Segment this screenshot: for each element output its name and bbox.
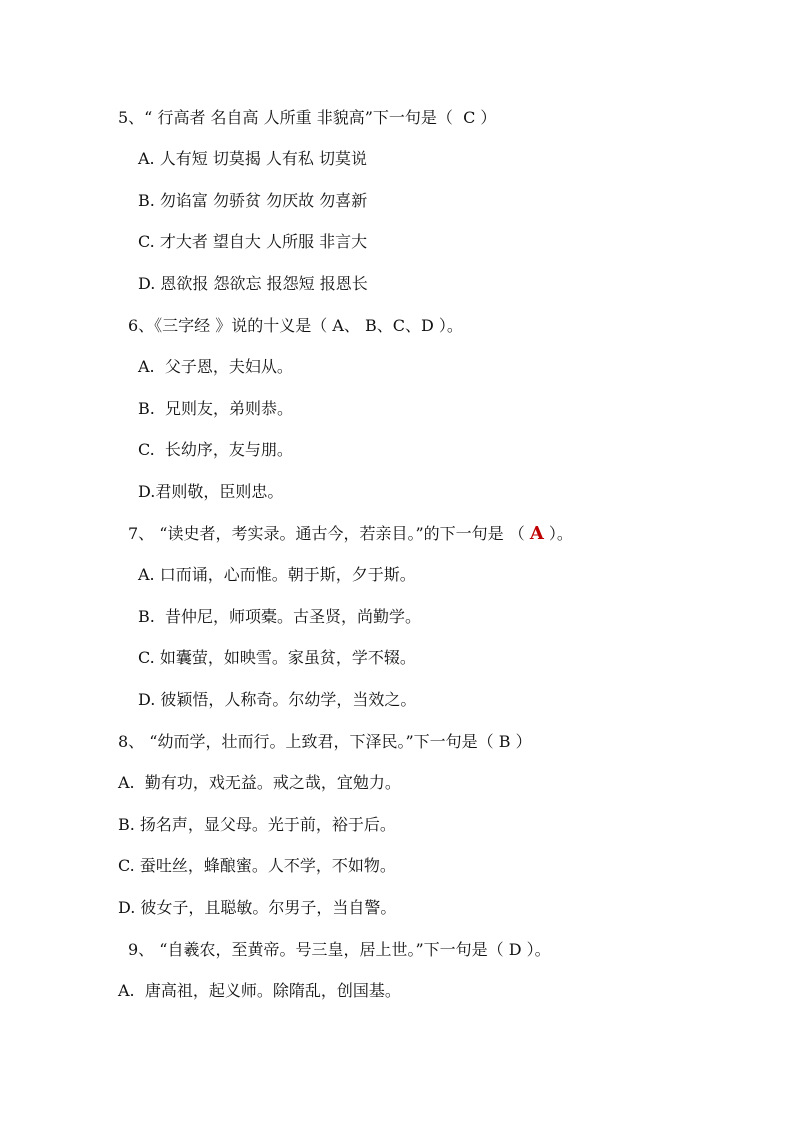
question-9-text: 9、 “自羲农，至黄帝。号三皇，居上世。”下一句是（ xyxy=(128,940,509,959)
question-5-stem xyxy=(118,108,496,128)
question-8-answer: B xyxy=(498,732,511,751)
question-9-answer: D xyxy=(508,940,522,959)
question-6-option-a: A. 父子恩，夫妇从。 xyxy=(138,357,293,376)
question-7-option-c: C. 如囊萤，如映雪。家虽贫，学不辍。 xyxy=(138,648,416,667)
question-8-text-end: ） xyxy=(510,732,532,751)
question-9-stem xyxy=(128,940,551,960)
question-9-text-end: ）。 xyxy=(521,940,551,959)
question-6-option-b: B. 兄则友，弟则恭。 xyxy=(138,399,294,418)
question-6-text: 6、《三字经 》说的十义是（ xyxy=(128,316,333,335)
question-8-option-b: B. 扬名声，显父母。光于前，裕于后。 xyxy=(118,815,396,834)
question-7-option-a: A. 口而诵，心而惟。朝于斯，夕于斯。 xyxy=(138,565,416,584)
question-5-option-a: A. 人有短 切莫揭 人有私 切莫说 xyxy=(138,149,367,168)
question-5-option-c: C. 才大者 望自大 人所服 非言大 xyxy=(138,232,368,251)
question-6-stem xyxy=(128,316,463,336)
question-7-text: 7、 “读史者，考实录。通古今，若亲目。”的下一句是 （ xyxy=(128,524,530,543)
question-5-option-b: B. 勿谄富 勿骄贫 勿厌故 勿喜新 xyxy=(138,191,368,210)
question-6-option-d: D.君则敬，臣则忠。 xyxy=(138,482,284,501)
question-7-option-b: B. 昔仲尼，师项橐。古圣贤，尚勤学。 xyxy=(138,607,422,626)
question-5-text-end: ） xyxy=(475,108,497,127)
question-8-text: 8、 “幼而学，壮而行。上致君，下泽民。”下一句是（ xyxy=(118,732,499,751)
question-7-option-d: D. 彼颖悟，人称奇。尔幼学，当效之。 xyxy=(138,690,417,709)
question-5-text: 5、“ 行高者 名自高 人所重 非貌高”下一句是（ xyxy=(118,108,464,127)
question-8-option-c: C. 蚕吐丝，蜂酿蜜。人不学，不如物。 xyxy=(118,856,396,875)
question-6-text-end: ）。 xyxy=(433,316,463,335)
question-8-stem xyxy=(118,732,532,752)
question-6-option-c: C. 长幼序，友与朋。 xyxy=(138,440,293,459)
question-7-answer-highlight: A xyxy=(529,523,544,544)
question-5-answer: C xyxy=(463,108,476,127)
question-7-text-end: ）。 xyxy=(543,524,573,543)
question-6-answer: A、 B、C、D xyxy=(332,316,434,335)
question-7-stem xyxy=(128,524,573,544)
question-8-option-d: D. 彼女子，且聪敏。尔男子，当自警。 xyxy=(118,898,397,917)
question-5-option-d: D. 恩欲报 怨欲忘 报怨短 报恩长 xyxy=(138,274,368,293)
question-9-option-a: A. 唐高祖，起义师。除隋乱，创国基。 xyxy=(118,981,401,1000)
question-8-option-a: A. 勤有功，戏无益。戒之哉，宜勉力。 xyxy=(118,773,401,792)
